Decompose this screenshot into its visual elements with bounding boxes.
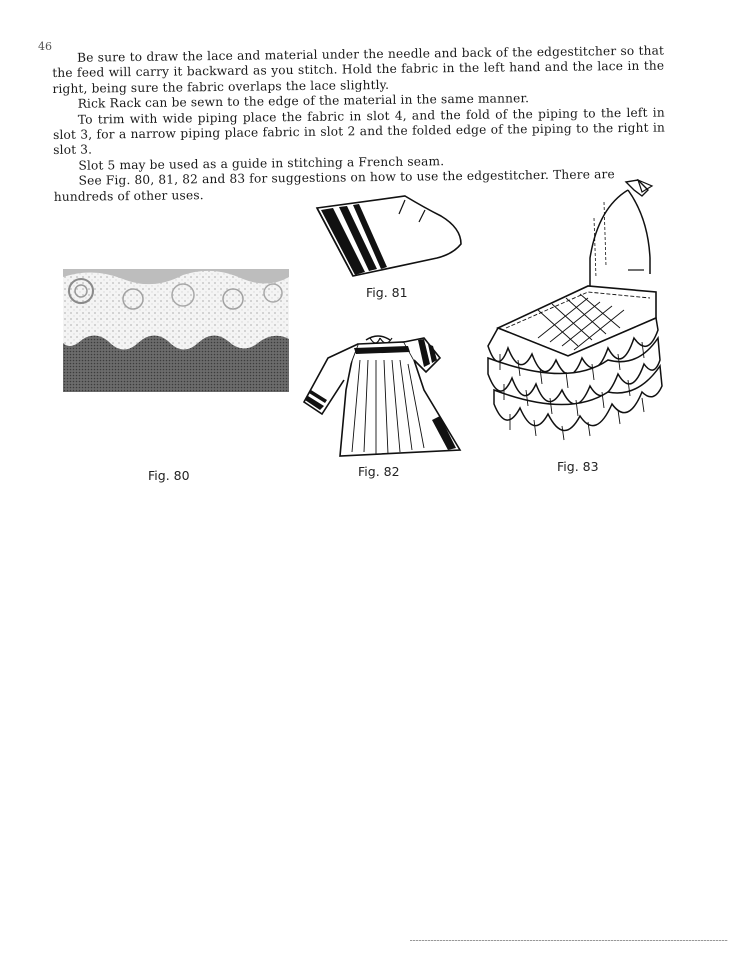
paragraph-piping: To trim with wide piping place the fabric in slot 4, and the fold of the piping to the left in slot 3, for a narrow piping place fabric in slot 2 and the folded edge of the piping to the right in slot 3. (52, 105, 666, 158)
caption-fig-83: Fig. 83 (557, 459, 599, 474)
paragraph-see-figures: See Fig. 80, 81, 82 and 83 for suggestions on how to use the edgestitcher. There are hundreds of other uses. (53, 167, 615, 204)
figure-80-lace-photo (63, 269, 289, 392)
page-number: 46 (38, 40, 52, 53)
footer-rule (410, 940, 728, 941)
paragraph-lace: Be sure to draw the lace and material under the needle and back of the edgestitcher so that the feed will carry it backward as you stitch. Hold the fabric in the left hand and the lace in the right, being sure the fabric overlaps the lace slightly. (52, 43, 665, 96)
figure-83-bassinet (478, 178, 666, 450)
paragraph-rick-rack: Rick Rack can be sewn to the edge of the material in the same manner. (77, 91, 530, 111)
figure-82-gown (300, 330, 470, 458)
caption-fig-80: Fig. 80 (148, 468, 190, 483)
caption-fig-82: Fig. 82 (358, 464, 400, 479)
paragraph-french-seam: Slot 5 may be used as a guide in stitching a French seam. (78, 154, 445, 173)
figure-81-pillowcase (313, 192, 463, 282)
caption-fig-81: Fig. 81 (366, 285, 408, 300)
